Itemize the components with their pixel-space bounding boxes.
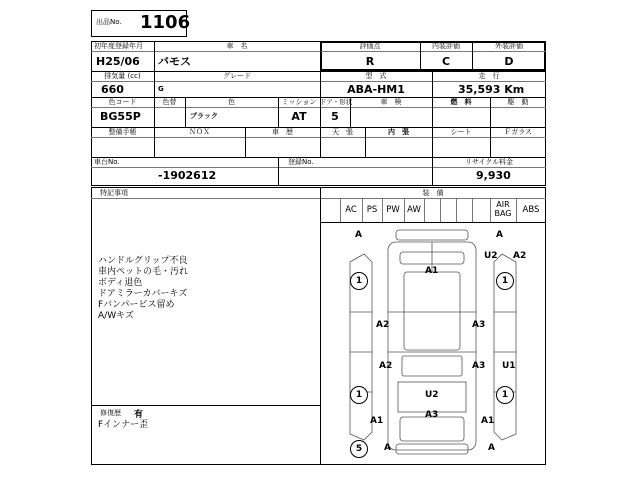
equipment-pw: PW [386,205,400,215]
mark-a3-right-lower: A3 [472,361,486,371]
circle-bottom: 5 [350,440,368,458]
first-reg-label: 初年度登録年月 [94,42,143,50]
notes-list [98,256,188,322]
mileage-value: 35,593 Km [458,83,525,96]
repair-note: Fインナー歪 [98,420,149,430]
note-line: 車内ペットの毛・汚れ [98,267,189,277]
color-value: ブラック [190,112,218,120]
mark-a3-rear: A3 [425,410,439,420]
interior-trim-label: 内 張 [388,128,409,136]
interior-label: 内装評価 [432,42,460,50]
displacement-value: 660 [101,83,124,96]
exterior-label: 外装評価 [495,42,523,50]
circle-right-rear: 1 [496,386,514,404]
chassis-value: -1902612 [158,169,217,182]
mark-u2-rear: U2 [425,390,439,400]
car-roof [404,272,460,350]
equipment-aw: AW [407,205,421,215]
grade-value: G [158,85,164,93]
door-shape-label: ドア・形状 [320,98,353,106]
model-code-value: ABA-HM1 [347,83,405,96]
mark-a2-left-upper: A2 [376,320,390,330]
model-code-label: 型 式 [365,72,387,80]
interior-value: C [441,55,451,68]
recycle-label: リサイクル料金 [464,158,514,166]
first-reg-value: H25/06 [96,55,140,68]
mark-a-bottom-left: A [384,443,391,453]
mark-a-bottom-right: A [488,443,495,453]
windshield-label: Ｆガラス [504,128,532,136]
mark-a3-right-upper: A3 [472,320,486,330]
color-code-label: 色コード [108,98,137,106]
mark-a-top-right: A [496,230,503,240]
color-label: 色 [228,98,235,106]
color-change-label: 色替 [162,98,177,106]
mileage-label: 走 行 [478,72,500,80]
note-line: A/Wキズ [98,311,134,321]
exterior-value: D [504,55,514,68]
transmission-value: AT [291,110,307,123]
note-line: ボディ退色 [98,278,143,288]
mark-u1-right: U1 [502,361,516,371]
mark-u2-top: U2 [484,251,498,261]
nox-label: ＮＯＸ [189,128,210,136]
transmission-label: ミッション [281,98,317,106]
repair-label: 修復歴 [100,409,121,417]
fuel-label: 燃 料 [450,98,472,106]
color-code-value: BG55P [100,110,141,123]
equipment-ac: AC [345,205,357,215]
model-name-label: 車 名 [226,42,248,50]
inspection-label: 車 検 [380,98,402,106]
equipment-ps: PS [366,205,378,215]
seat-label: シート [450,128,472,136]
circle-left-rear: 1 [350,386,368,404]
note-line: ドアミラーカバーキズ [98,289,188,299]
mark-a-top-left: A [355,230,362,240]
model-name-value: バモス [158,55,191,68]
grade-score-label: 評価点 [359,42,381,50]
chassis-label: 車台No. [94,158,120,166]
equipment-header: 装 備 [422,189,444,197]
drive-label: 駆 動 [507,98,529,106]
mark-a1-left-bottom: A1 [370,416,384,426]
circle-left-front: 1 [350,272,368,290]
headliner-label: 天 張 [332,128,353,136]
circle-right-front: 1 [496,272,514,290]
mark-a1-right-bottom: A1 [481,416,495,426]
maintenance-book-label: 整備手帳 [108,128,137,136]
doors-value: 5 [331,110,339,123]
mark-a2-top: A2 [513,251,527,261]
lot-label: 出品No. [96,18,122,26]
repair-value: 有 [134,410,144,420]
displacement-label: 排気量 (cc) [104,72,141,80]
lot-number: 1106 [140,12,191,33]
recycle-value: 9,930 [476,169,511,182]
history-label: 車 歴 [272,128,293,136]
grade-score-value: R [365,55,375,68]
note-line: Fバンパービス留め [98,300,175,310]
notes-header: 特記事項 [100,189,128,197]
equipment-abs: ABS [522,205,540,215]
equipment-airbag: AIR BAG [494,200,512,218]
mark-a1-roof: A1 [425,266,439,276]
mark-a2-left-lower: A2 [379,361,393,371]
grade-label: グレード [223,72,251,80]
note-line: ハンドルグリップ不良 [98,256,188,266]
registration-label: 登録No. [288,158,314,166]
